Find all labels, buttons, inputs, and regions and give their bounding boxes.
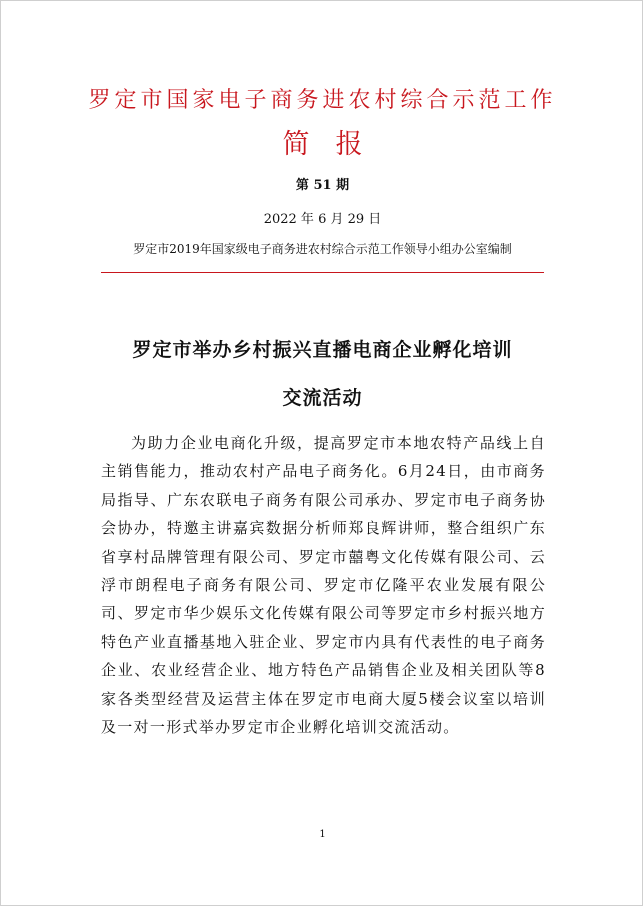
red-divider xyxy=(101,272,544,273)
org-title: 罗定市国家电子商务进农村综合示范工作 xyxy=(88,88,557,113)
issue-date: 2022 年 6 月 29 日 xyxy=(263,212,382,227)
article-title-line2: 交流活动 xyxy=(282,387,363,409)
bulletin-label: 简报 xyxy=(282,129,389,160)
page-number: 1 xyxy=(319,829,326,840)
editor-line: 罗定市2019年国家级电子商务进农村综合示范工作领导小组办公室编制 xyxy=(133,242,512,256)
issue-number: 第 51 期 xyxy=(295,178,350,193)
article-title-line1: 罗定市举办乡村振兴直播电商企业孵化培训 xyxy=(132,339,513,361)
article-paragraph: 为助力企业电商化升级，提高罗定市本地农特产品线上自主销售能力，推动农村产品电子商务化。6月24日，由市商务局指导、广东农联电子商务有限公司承办、罗定市电子商务协会协办，特邀主讲嘉宾数据分析师郑良辉讲师，整合组织广东省享村品牌管理有限公司、罗定市囍粤文化传媒有限公司、云浮市朗程电子商务有限公司、罗定市亿隆平农业发展有限公司、罗定市华少娱乐文化传媒有限公司等罗定市乡村振兴地方特色产业直播基地入驻企业、罗定市内具有代表性的电子商务企业、农业经营企业、地方特色产品销售企业及相关团队等8家各类型经营及运营主体在罗定市电商大厦5楼会议室以培训及一对一形式举办罗定市企业孵化培训交流活动。 xyxy=(101,434,546,737)
